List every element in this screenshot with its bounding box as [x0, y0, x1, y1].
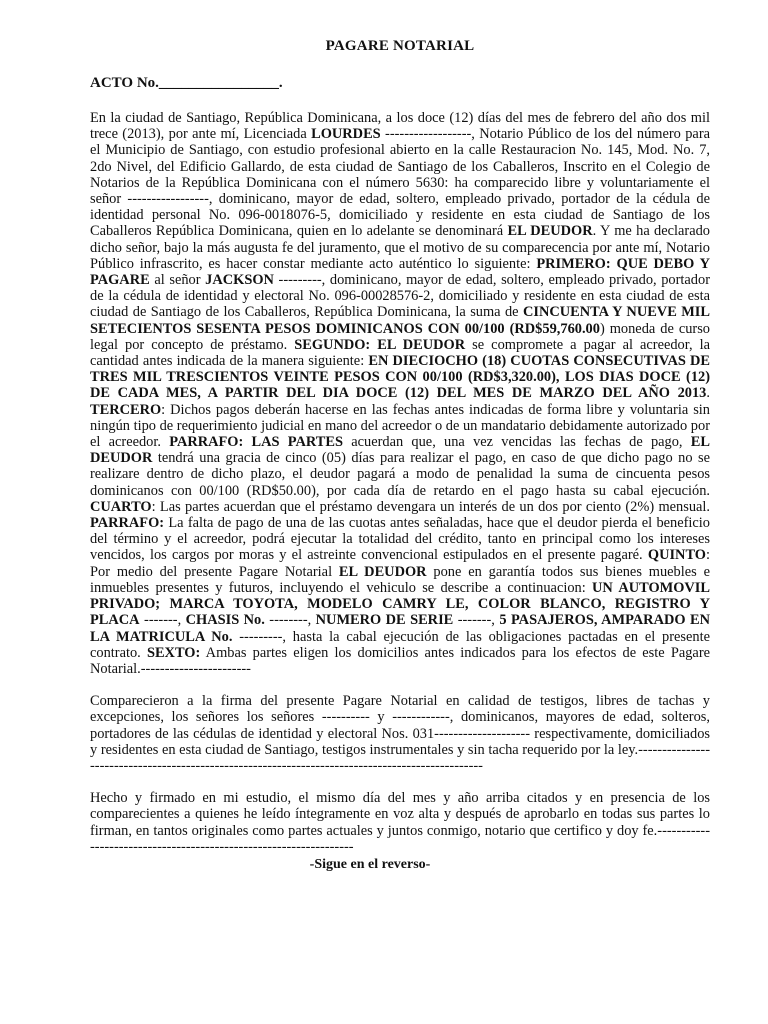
text-run: ------------------, Notario Público de los del número para el Municipio de Santiago, con estudio profesional abierto en la calle Restauracion No. 145, Mod. No. 7, 2do Nivel, del Edificio Gallardo, de esta ciudad de Santiago de los Caballeros, Inscrito en el Colegio de Notarios de la República Dominicana con el número 5630: ha comparecido libre y voluntariamente el señor -----------------, dominicano, mayor de edad, soltero, empleado privado, portador de la cédula de identidad personal No. 096-0018076-5, domiciliado y residente en esta ciudad de Santiago de los Caballeros República Dominicana, quien en lo adelante se denominará [90, 126, 710, 240]
bold-text-run: EN DIECIOCHO (18) CUOTAS CONSECUTIVAS DE TRES MIL TRESCIENTOS VEINTE PESOS CON 00/100 (RD$3,320.00), LOS DIAS DOCE (12) DE CADA MES, A PARTIR DEL DIA DOCE (12) DEL MES DE MARZO DEL AÑO 2013 [90, 353, 710, 402]
document-title: PAGARE NOTARIAL [325, 38, 475, 54]
text-run: tendrá una gracia de cinco (05) días para realizar el pago, en caso de que dicho pago no se realizare dentro de dicho plazo, el deudor pagará a modo de penalidad la suma de cincuenta pesos dominicanos con 00/100 (RD$50.00), por cada día de retardo en el pago hasta su cabal ejecución. [90, 450, 710, 499]
text-run: : Por medio del presente Pagare Notarial [90, 547, 710, 580]
text-run: se compromete a pagar al acreedor, la cantidad antes indicada de la manera siguiente: [90, 336, 710, 370]
text-run: pone en garantía todos sus bienes muebles e inmuebles presentes y futuros, incluyendo el vehiculo se describe a continuacion: [90, 563, 710, 596]
bold-text-run: QUINTO [647, 547, 706, 564]
bold-text-run: NUMERO DE SERIE [315, 612, 454, 629]
text-run: La falta de pago de una de las cuotas antes señaladas, hace que el deudor pierda el beneficio del término y el acreedor, podrá ejecutar la totalidad del crédito, tanto en principal como los intereses vencidos, los cargos por moras y el astreinte convencional estipulados en el presente pagaré. [90, 515, 710, 564]
text-run: . Y me ha declarado dicho señor, bajo la más augusta fe del juramento, que el motivo de su comparecencia por ante mí, Notario Público infrascrito, es hacer constar mediante acto auténtico lo siguiente: [90, 223, 710, 272]
bold-text-run: CINCUENTA Y NUEVE MIL SETECIENTOS SESENTA PESOS DOMINICANOS CON 00/100 (RD$59,760.00 [90, 304, 710, 337]
bold-text-run: PRIMERO: QUE DEBO Y PAGARE [90, 255, 710, 289]
closing-paragraph: Hecho y firmado en mi estudio, el mismo día del mes y año arriba citados y en presencia de los comparecientes a quienes he leído íntegramente en voz alta y después de aprobarlo en todas sus partes lo firman, en tantos originales como partes actuales y juntos conmigo, notario que certifico y doy fe.------------------------------------------------------------------ [90, 790, 710, 855]
text-run: : Las partes acuerdan que el préstamo devengara un interés de un dos por ciento (2%) mensual. [151, 498, 710, 515]
bold-text-run: 5 PASAJEROS, AMPARADO EN LA MATRICULA No. [90, 612, 710, 645]
text-run: -------, [139, 612, 186, 629]
bold-text-run: EL DEUDOR [507, 223, 593, 240]
bold-text-run: TERCERO [90, 401, 162, 418]
main-body-paragraph [90, 110, 710, 677]
paragraph-gap [90, 774, 710, 790]
text-run: ---------, dominicano, mayor de edad, soltero, empleado privado, portador de la cédula de identidad y electoral No. 096-00028576-2, domiciliado y residente en esta ciudad de esta ciudad de Santiago de los Caballeros, República Dominicana, la suma de [90, 272, 710, 321]
bold-text-run: SEXTO: [146, 644, 201, 661]
bold-text-run: PARRAFO: [90, 515, 165, 532]
bold-text-run: SEGUNDO: EL DEUDOR [294, 336, 466, 353]
text-run: --------, [264, 612, 316, 629]
bold-text-run: CHASIS No. [185, 612, 265, 629]
bold-text-run: CUARTO [90, 498, 152, 515]
text-run: -------, [453, 612, 500, 629]
paragraph-gap [90, 677, 710, 693]
text-run: ---------, hasta la cabal ejecución de las obligaciones pactadas en el presente contrato. [90, 628, 710, 661]
text-run: acuerdan que, una vez vencidas las fechas de pago, [342, 434, 691, 451]
witness-paragraph: Comparecieron a la firma del presente Pagare Notarial en calidad de testigos, libres de tachas y excepciones, los señores los señores ---------- y ------------, dominicanos, mayores de edad, solteros, portadores de las cédulas de identidad y electoral Nos. 031-------------------- respectivamente, domiciliados y residentes en esta ciudad de Santiago, testigos instrumentales y sin tacha requerido por la ley.------------------------------------------------------------------------------------------------- [90, 693, 710, 774]
text-run: ) moneda de curso legal por concepto de préstamo. [90, 320, 710, 353]
continued-on-reverse-note: -Sigue en el reverso- [309, 856, 431, 872]
text-run: En la ciudad de Santiago, República Dominicana, a los doce (12) días del mes de febrero del año dos mil trece (2013), por ante mí, Licenciada [90, 110, 710, 143]
acto-number: ACTO No.________________. [90, 75, 283, 91]
bold-text-run: JACKSON [205, 272, 274, 289]
text-run: al señor [149, 272, 206, 289]
bold-text-run: PARRAFO: LAS PARTES [169, 434, 343, 451]
text-run: . [706, 385, 710, 402]
bold-text-run: LOURDES [311, 126, 381, 143]
bold-text-run: EL DEUDOR [338, 563, 427, 580]
text-run: Ambas partes eligen los domicilios antes indicados para los efectos de este Pagare Notarial.----------------------- [90, 644, 710, 677]
text-run: : Dichos pagos deberán hacerse en las fechas antes indicadas de forma libre y voluntaria sin ningún tipo de requerimiento judicial en mano del acreedor o de un mandatario debidamente autorizado por el acreedor. [90, 401, 710, 451]
bold-text-run: EL DEUDOR [90, 434, 710, 467]
bold-text-run: UN AUTOMOVIL PRIVADO; MARCA TOYOTA, MODELO CAMRY LE, COLOR BLANCO, REGISTRO Y PLACA [90, 579, 710, 629]
